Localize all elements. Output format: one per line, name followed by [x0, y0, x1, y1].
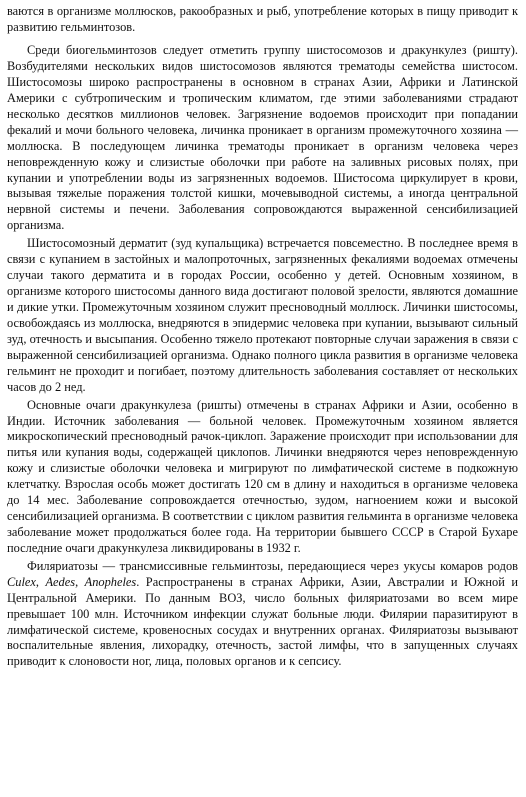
genus-separator: , — [35, 574, 46, 589]
paragraph-schistosomiasis: Среди биогельминтозов следует отметить группу шистосомозов и дракункулез (ришту). Возбудителями нескольких видов шистосомозов являются трематоды семейства шистосом. Шистосомозы широко распространены в основном в странах Азии, Африки и Латинской Америки с субтропическим и тропическим климатом, где этими заболеваниями страдают несколько десятков миллионов человек. Загрязнение водоемов происходит при попадании фекалий и мочи больного человека, личинка проникает в организм промежуточного хозяина — моллюска. В последующем личинка трематоды проникает в организм человека через неповрежденную кожу и слизистые оболочки при работе на заливных рисовых полях, при купании и употреблении воды из загрязненных водоемов. Шистосома циркулирует в крови, вызывая тяжелые поражения толстой кишки, мочевыводной системы, а иногда центральной нервной системы и печени. Заболевания сопровождаются выраженной сенсибилизацией организма. — [7, 43, 518, 233]
paragraph-dracunculiasis: Основные очаги дракункулеза (ришты) отмечены в странах Африки и Азии, особенно в Индии. Источник заболевания — больной человек. Промежуточным хозяином является микроскопический пресноводный рачок-циклоп. Заражение происходит при использовании для питья или купания воды, содержащей циклопов. Личинки внедряются через неповрежденную кожу и слизистые оболочки человека и мигрируют по лимфатической системе в подкожную клетчатку. Взрослая особь может достигать 120 см в длину и находиться в организме человека до 14 мес. Заболевание сопровождается отечностью, зудом, нагноением кожи и высокой сенсибилизацией организма. В соответствии с циклом развития гельминта в организме человека заболевание может продолжаться более года. На территории бывшего СССР в Старой Бухаре последние очаги дракункулеза ликвидированы в 1932 г. — [7, 397, 518, 555]
filariasis-text-start: Филяриатозы — трансмиссивные гельминтозы, передающиеся через укусы комаров родов — [27, 558, 518, 573]
paragraph-continuation: ваются в организме моллюсков, ракообразных и рыб, употребление которых в пищу приводит к развитию гельминтозов. — [7, 4, 518, 34]
paragraph-swimmers-itch: Шистосомозный дерматит (зуд купальщика) встречается повсеместно. В последнее время в связи с купанием в застойных и малопроточных, загрязненных фекалиями водоемах отмечены случаи такого дерматита и в городах России, особенно у детей. Основным хозяином, в организме которого шистосомы данного вида достигают половой зрелости, являются домашние и дикие утки. Промежуточным хозяином служит пресноводный моллюск. Личинки шистосомы, освобождаясь из моллюска, внедряются в эпидермис человека при купании, вызывают сильный зуд, отечность и высыпания. Особенно тяжело протекают повторные случаи заражения в связи с выраженной сенсибилизацией организма. Однако полного цикла развития в организме человека гельминт не проходит и погибает, поэтому длительность заболевания составляет от нескольких часов до 2 нед. — [7, 236, 518, 394]
genus-anopheles: Anopheles — [84, 574, 137, 589]
filariasis-text-end: . Распространены в странах Африки, Азии, Австралии и Южной и Центральной Америки. По данным ВОЗ, число больных филяриатозами во всем мире превышает 100 млн. Источником инфекции служат больные люди. Филярии паразитируют в лимфатической системе, кровеносных сосудах и внутренних органах. Филяриатозы вызывают воспалительные явления, лихорадку, отечность, застой лимфы, что в запущенных случаях приводит к слоновости ног, лица, половых органов и к сепсису. — [7, 574, 518, 669]
genus-culex: Culex — [7, 574, 36, 589]
paragraph-filariasis — [7, 559, 518, 670]
genus-aedes: Aedes — [45, 574, 76, 589]
genus-separator: , — [75, 574, 85, 589]
